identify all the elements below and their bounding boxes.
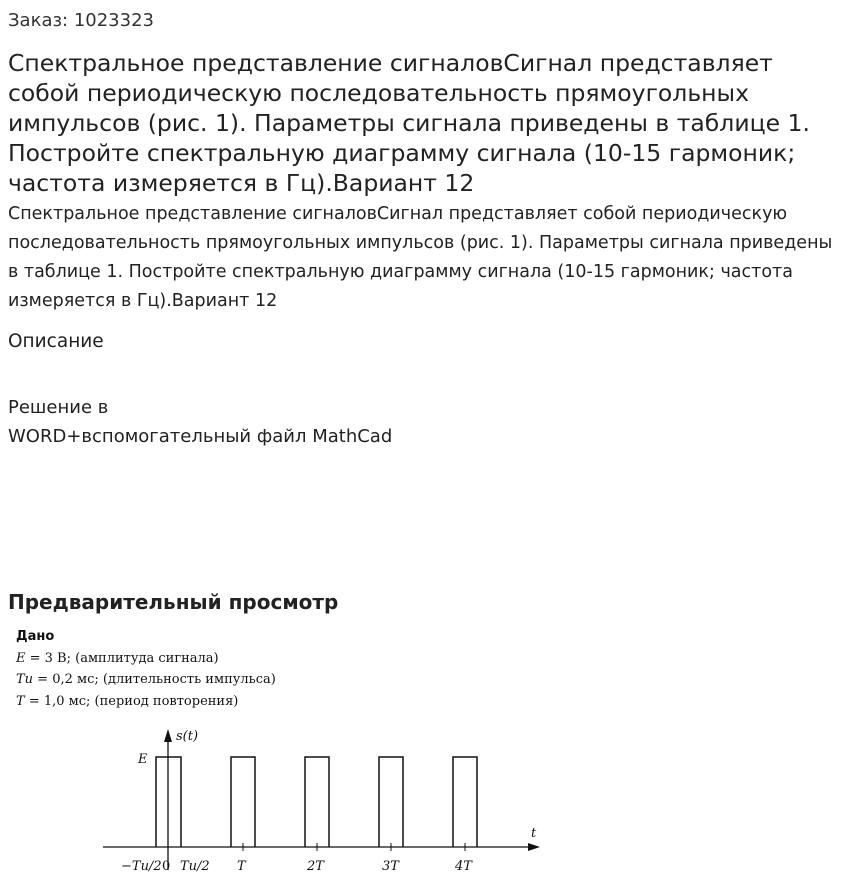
- given-symbol: T: [16, 693, 25, 709]
- page-title: Спектральное представление сигналовСигнал представляет собой периодическую последовательность прямоугольных импульсов (рис. 1). Параметры сигнала приведены в таблице 1. Постройте спектральную диаграмму сигнала (10-15 гармоник; частота измеряется в Гц).Вариант 12: [8, 49, 810, 197]
- tick-label: 0: [162, 859, 171, 874]
- tick-label: 4T: [455, 859, 472, 874]
- given-symbol: E: [16, 650, 26, 666]
- pulse: [379, 757, 403, 847]
- tick-label: Tи/2: [180, 859, 210, 874]
- description-label: Описание: [8, 331, 104, 352]
- given-title: Дано: [16, 629, 55, 644]
- y-axis-arrow: [164, 729, 172, 742]
- y-axis-label: s(t): [176, 729, 199, 744]
- solution-note: Решение в WORD+вспомогательный файл MathCad: [8, 397, 393, 447]
- task-summary: Спектральное представление сигналовСигнал представляет собой периодическую последовательность прямоугольных импульсов (рис. 1). Параметры сигнала приведены в таблице 1. Постройте спектральную диаграмму сигнала (10-15 гармоник; частота измеряется в Гц).Вариант 12: [8, 204, 833, 311]
- amplitude-label: E: [138, 752, 148, 767]
- tick-label: −Tи/2: [121, 859, 162, 874]
- order-number: Заказ: 1023323: [8, 10, 154, 31]
- x-axis-arrow: [528, 843, 540, 851]
- given-symbol: Tи: [16, 672, 34, 687]
- given-text: = 0,2 мс; (длительность импульса): [33, 672, 276, 687]
- preview-heading: Предварительный просмотр: [8, 590, 339, 614]
- given-text: = 1,0 мс; (период повторения): [24, 693, 239, 709]
- x-axis-label: t: [531, 826, 537, 841]
- given-text: = 3 В; (амплитуда сигнала): [25, 650, 219, 666]
- tick-label: 3T: [382, 859, 399, 874]
- pulse: [305, 757, 329, 847]
- pulse: [453, 757, 477, 847]
- tick-label: 2T: [307, 859, 324, 874]
- pulse: [231, 757, 255, 847]
- tick-label: T: [237, 859, 246, 874]
